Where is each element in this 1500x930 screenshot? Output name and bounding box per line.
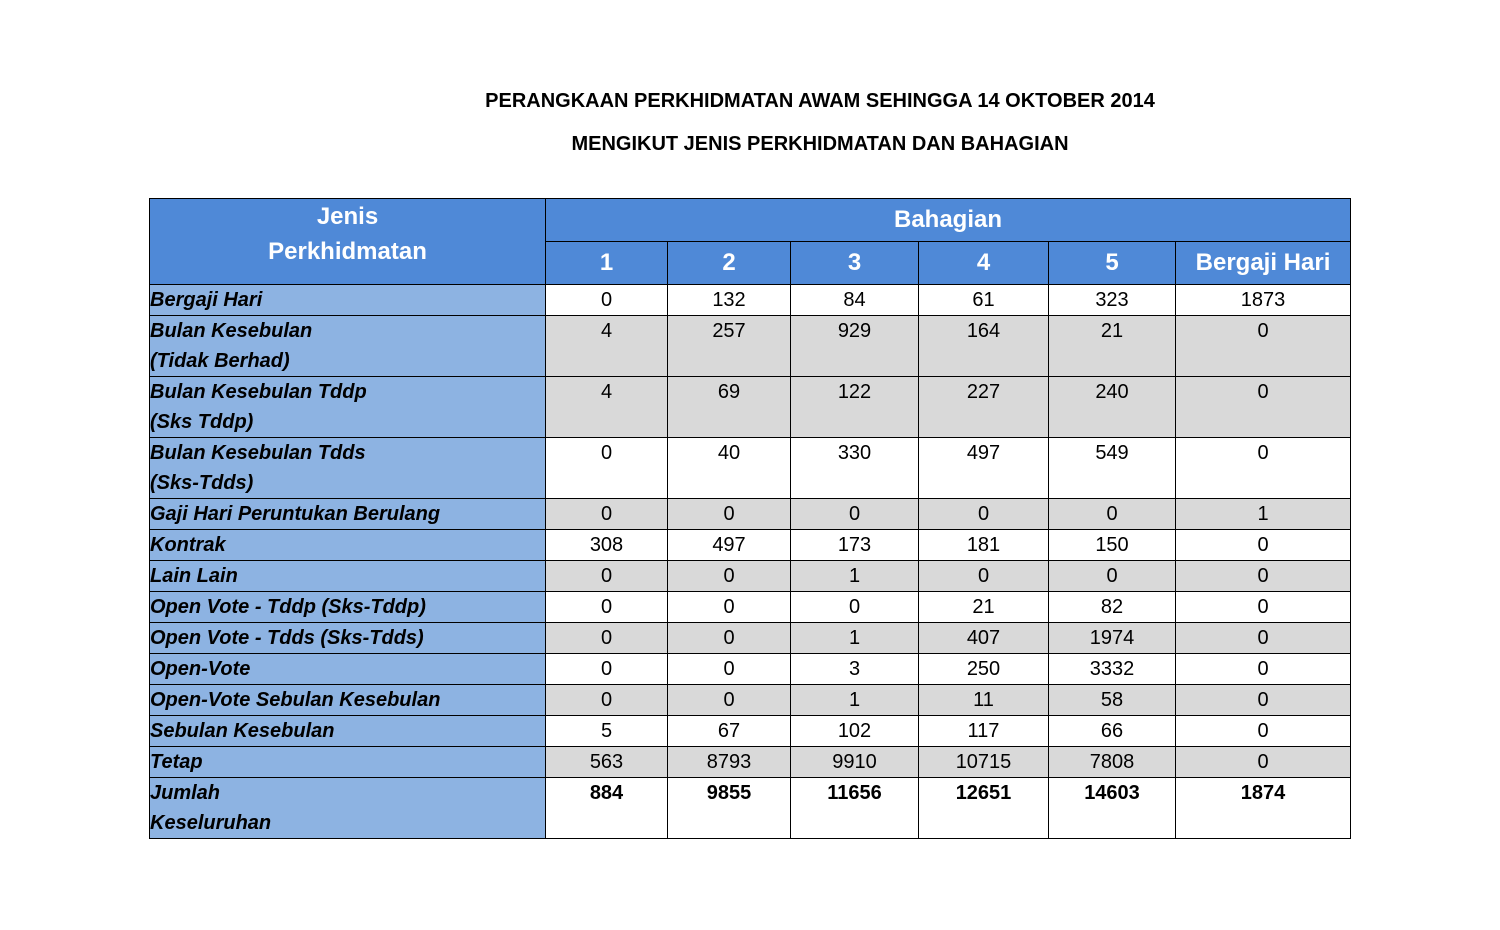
division-column-header: Bergaji Hari: [1176, 242, 1351, 285]
table-cell: 497: [668, 530, 791, 561]
division-column-header: 2: [668, 242, 791, 285]
label-line: Bulan Kesebulan Tdds: [150, 442, 366, 464]
total-cell: 9855: [668, 778, 791, 839]
table-cell: 1974: [1049, 623, 1176, 654]
table-row: [150, 285, 1351, 316]
table-cell: 40: [668, 438, 791, 499]
label-line: Bulan Kesebulan Tddp: [150, 381, 367, 403]
label-line: Open Vote - Tdds (Sks-Tdds): [150, 627, 424, 649]
label-line: (Sks Tddp): [150, 411, 254, 433]
label-line: Sebulan Kesebulan: [150, 720, 335, 742]
table-cell: 0: [1176, 316, 1351, 377]
division-column-header: 1: [546, 242, 668, 285]
service-type-label: [150, 530, 546, 561]
label-line: Tetap: [150, 751, 203, 773]
table-cell: 61: [919, 285, 1049, 316]
table-cell: 0: [668, 499, 791, 530]
label-line: Bergaji Hari: [150, 289, 263, 311]
total-label: [150, 778, 546, 839]
table-cell: 11: [919, 685, 1049, 716]
table-cell: 66: [1049, 716, 1176, 747]
table-cell: 102: [791, 716, 919, 747]
table-cell: 4: [546, 377, 668, 438]
label-line: (Tidak Berhad): [150, 350, 290, 372]
service-type-label: [150, 377, 546, 438]
service-type-label: [150, 623, 546, 654]
table-cell: 0: [1176, 530, 1351, 561]
table-cell: 0: [546, 592, 668, 623]
label-line: Lain Lain: [150, 565, 238, 587]
division-group-header: Bahagian: [546, 199, 1351, 242]
table-row: [150, 377, 1351, 438]
table-cell: 181: [919, 530, 1049, 561]
table-cell: 0: [1176, 592, 1351, 623]
table-cell: 0: [1176, 438, 1351, 499]
table-cell: 5: [546, 716, 668, 747]
statistics-table: [149, 198, 1351, 839]
table-cell: 122: [791, 377, 919, 438]
service-type-label: [150, 316, 546, 377]
table-cell: 0: [919, 499, 1049, 530]
label-line: Gaji Hari Peruntukan Berulang: [150, 503, 441, 525]
table-cell: 0: [1176, 654, 1351, 685]
table-cell: 0: [1176, 685, 1351, 716]
service-type-label: [150, 438, 546, 499]
label-line: (Sks-Tdds): [150, 472, 254, 494]
table-cell: 0: [546, 654, 668, 685]
service-type-label: [150, 561, 546, 592]
table-row: [150, 654, 1351, 685]
table-cell: 21: [1049, 316, 1176, 377]
table-cell: 1: [791, 623, 919, 654]
label-line: Open-Vote: [150, 658, 251, 680]
document-title: PERANGKAAN PERKHIDMATAN AWAM SEHINGGA 14 OKTOBER 2014: [485, 90, 1155, 112]
table-cell: 0: [1049, 561, 1176, 592]
table-cell: 549: [1049, 438, 1176, 499]
table-row: [150, 438, 1351, 499]
table-cell: 0: [546, 499, 668, 530]
table-cell: 330: [791, 438, 919, 499]
table-row: [150, 561, 1351, 592]
table-cell: 407: [919, 623, 1049, 654]
label-line: Keseluruhan: [150, 812, 272, 834]
table-cell: 3332: [1049, 654, 1176, 685]
table-cell: 10715: [919, 747, 1049, 778]
table-cell: 173: [791, 530, 919, 561]
table-cell: 308: [546, 530, 668, 561]
table-cell: 8793: [668, 747, 791, 778]
total-cell: 14603: [1049, 778, 1176, 839]
table-cell: 9910: [791, 747, 919, 778]
table-cell: 0: [1176, 561, 1351, 592]
division-column-header: 3: [791, 242, 919, 285]
service-type-header-line1: Jenis: [316, 203, 379, 230]
table-cell: 0: [668, 654, 791, 685]
service-type-label: [150, 716, 546, 747]
table-cell: 0: [546, 623, 668, 654]
table-row: [150, 716, 1351, 747]
table-cell: 69: [668, 377, 791, 438]
table-cell: 84: [791, 285, 919, 316]
table-cell: 58: [1049, 685, 1176, 716]
label-line: Kontrak: [150, 534, 226, 556]
table-cell: 1873: [1176, 285, 1351, 316]
table-cell: 0: [546, 285, 668, 316]
service-type-header-line2: Perkhidmatan: [268, 238, 427, 265]
table-cell: 0: [1176, 623, 1351, 654]
table-cell: 323: [1049, 285, 1176, 316]
table-row: [150, 499, 1351, 530]
table-cell: 82: [1049, 592, 1176, 623]
table-cell: 150: [1049, 530, 1176, 561]
table-cell: 227: [919, 377, 1049, 438]
table-cell: 0: [1049, 499, 1176, 530]
total-row: [150, 778, 1351, 839]
total-cell: 1874: [1176, 778, 1351, 839]
total-cell: 11656: [791, 778, 919, 839]
total-cell: 884: [546, 778, 668, 839]
table-cell: 0: [668, 561, 791, 592]
label-line: Jumlah: [150, 782, 221, 804]
table-cell: 929: [791, 316, 919, 377]
table-cell: 67: [668, 716, 791, 747]
table-cell: 257: [668, 316, 791, 377]
table-cell: 0: [668, 685, 791, 716]
table-cell: 1: [791, 685, 919, 716]
table-row: [150, 685, 1351, 716]
table-cell: 0: [668, 592, 791, 623]
table-cell: 0: [791, 499, 919, 530]
table-cell: 0: [546, 438, 668, 499]
table-cell: 132: [668, 285, 791, 316]
table-row: [150, 623, 1351, 654]
service-type-label: [150, 592, 546, 623]
table-cell: 563: [546, 747, 668, 778]
table-cell: 0: [791, 592, 919, 623]
table-cell: 7808: [1049, 747, 1176, 778]
table-row: [150, 316, 1351, 377]
table-cell: 21: [919, 592, 1049, 623]
table-cell: 1: [791, 561, 919, 592]
table-cell: 0: [668, 623, 791, 654]
table-cell: 117: [919, 716, 1049, 747]
table-cell: 0: [1176, 716, 1351, 747]
service-type-label: [150, 747, 546, 778]
table-cell: 0: [1176, 747, 1351, 778]
table-cell: 0: [546, 685, 668, 716]
service-type-label: [150, 654, 546, 685]
table-cell: 3: [791, 654, 919, 685]
table-cell: 164: [919, 316, 1049, 377]
label-line: Open-Vote Sebulan Kesebulan: [150, 689, 441, 711]
division-column-header: 5: [1049, 242, 1176, 285]
table-row: [150, 530, 1351, 561]
service-type-label: [150, 685, 546, 716]
label-line: Bulan Kesebulan: [150, 320, 313, 342]
table-cell: 0: [546, 561, 668, 592]
table-cell: 4: [546, 316, 668, 377]
label-line: Open Vote - Tddp (Sks-Tddp): [150, 596, 426, 618]
table-cell: 240: [1049, 377, 1176, 438]
table-cell: 497: [919, 438, 1049, 499]
table-cell: 250: [919, 654, 1049, 685]
table-cell: 1: [1176, 499, 1351, 530]
table-row: [150, 592, 1351, 623]
service-type-header: [150, 199, 546, 285]
document-subtitle: MENGIKUT JENIS PERKHIDMATAN DAN BAHAGIAN: [571, 133, 1069, 155]
table-cell: 0: [919, 561, 1049, 592]
service-type-label: [150, 285, 546, 316]
division-column-header: 4: [919, 242, 1049, 285]
total-cell: 12651: [919, 778, 1049, 839]
service-type-label: [150, 499, 546, 530]
table-row: [150, 747, 1351, 778]
table-cell: 0: [1176, 377, 1351, 438]
